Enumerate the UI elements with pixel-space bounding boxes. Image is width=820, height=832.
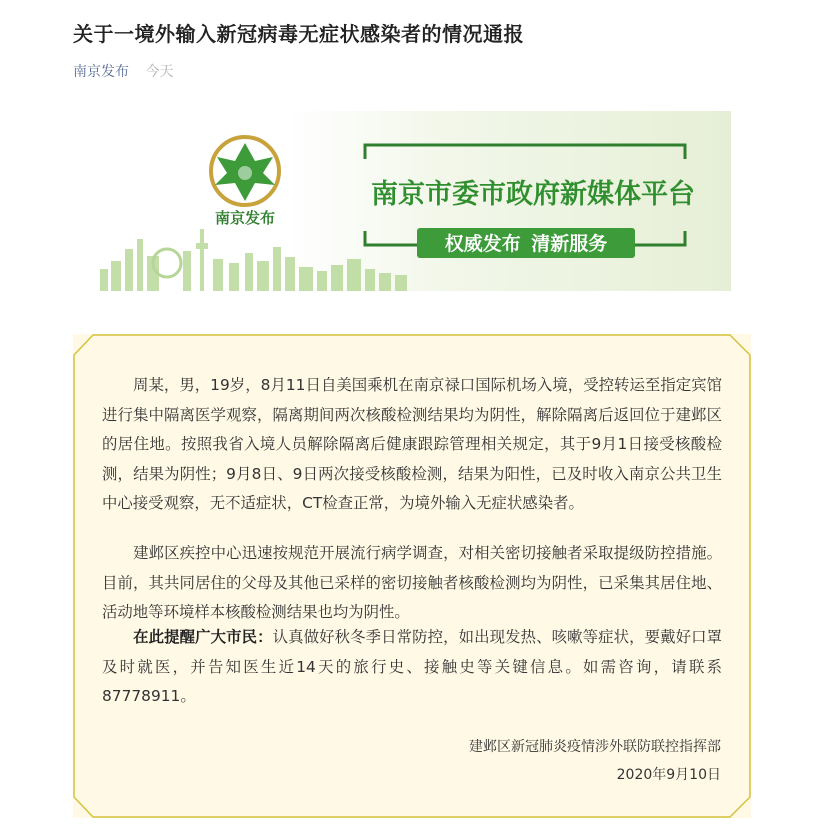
article-source-link[interactable]: 南京发布 bbox=[73, 64, 129, 80]
nanjing-fabu-logo-icon bbox=[211, 137, 279, 205]
notice-box bbox=[73, 334, 751, 818]
notice-paragraph-1-text: 周某，男，19岁，8月11日自美国乘机在南京禄口国际机场入境，受控转运至指定宾馆进行集中隔离医学观察，隔离期间两次核酸检测结果均为阴性，解除隔离后返回位于建邺区的居住地。按照我省入境人员解除隔离后健康跟踪管理相关规定，其于9月1日接受核酸检测，结果为阴性；9月8日、9日两次接受核酸检测，结果为阳性，已及时收入南京公共卫生中心接受观察，无不适症状，CT检查正常，为境外输入无症状感染者。 bbox=[102, 376, 722, 512]
banner-slogan: 权威发布 清新服务 bbox=[444, 234, 608, 255]
header-banner-image bbox=[95, 111, 731, 291]
reminder-text: 认真做好秋冬季日常防控，如出现发热、咳嗽等症状，要戴好口罩及时就医，并告知医生近14天的旅行史、接触史等关键信息。如需咨询，请联系87778911。 bbox=[102, 628, 722, 705]
city-skyline-icon bbox=[100, 229, 407, 291]
banner-headline: 南京市委市政府新媒体平台 bbox=[371, 179, 695, 209]
article-time: 今天 bbox=[145, 64, 174, 80]
reminder-label: 在此提醒广大市民： bbox=[133, 628, 273, 646]
notice-paragraph-2 bbox=[102, 539, 722, 628]
notice-date: 2020年9月10日 bbox=[616, 767, 721, 783]
notice-signature: 建邺区新冠肺炎疫情涉外联防联控指挥部 bbox=[469, 739, 721, 755]
notice-paragraph-1 bbox=[102, 371, 722, 519]
notice-paragraph-2-text: 建邺区疾控中心迅速按规范开展流行病学调查，对相关密切接触者采取提级防控措施。目前，其共同居住的父母及其他已采样的密切接触者核酸检测均为阴性，已采集其居住地、活动地等环境样本核酸检测结果也均为阴性。 bbox=[102, 544, 722, 621]
notice-paragraph-3 bbox=[102, 623, 722, 712]
article-title: 关于一境外输入新冠病毒无症状感染者的情况通报 bbox=[73, 22, 524, 46]
banner-logo-text: 南京发布 bbox=[214, 210, 276, 227]
article-meta bbox=[73, 61, 173, 81]
